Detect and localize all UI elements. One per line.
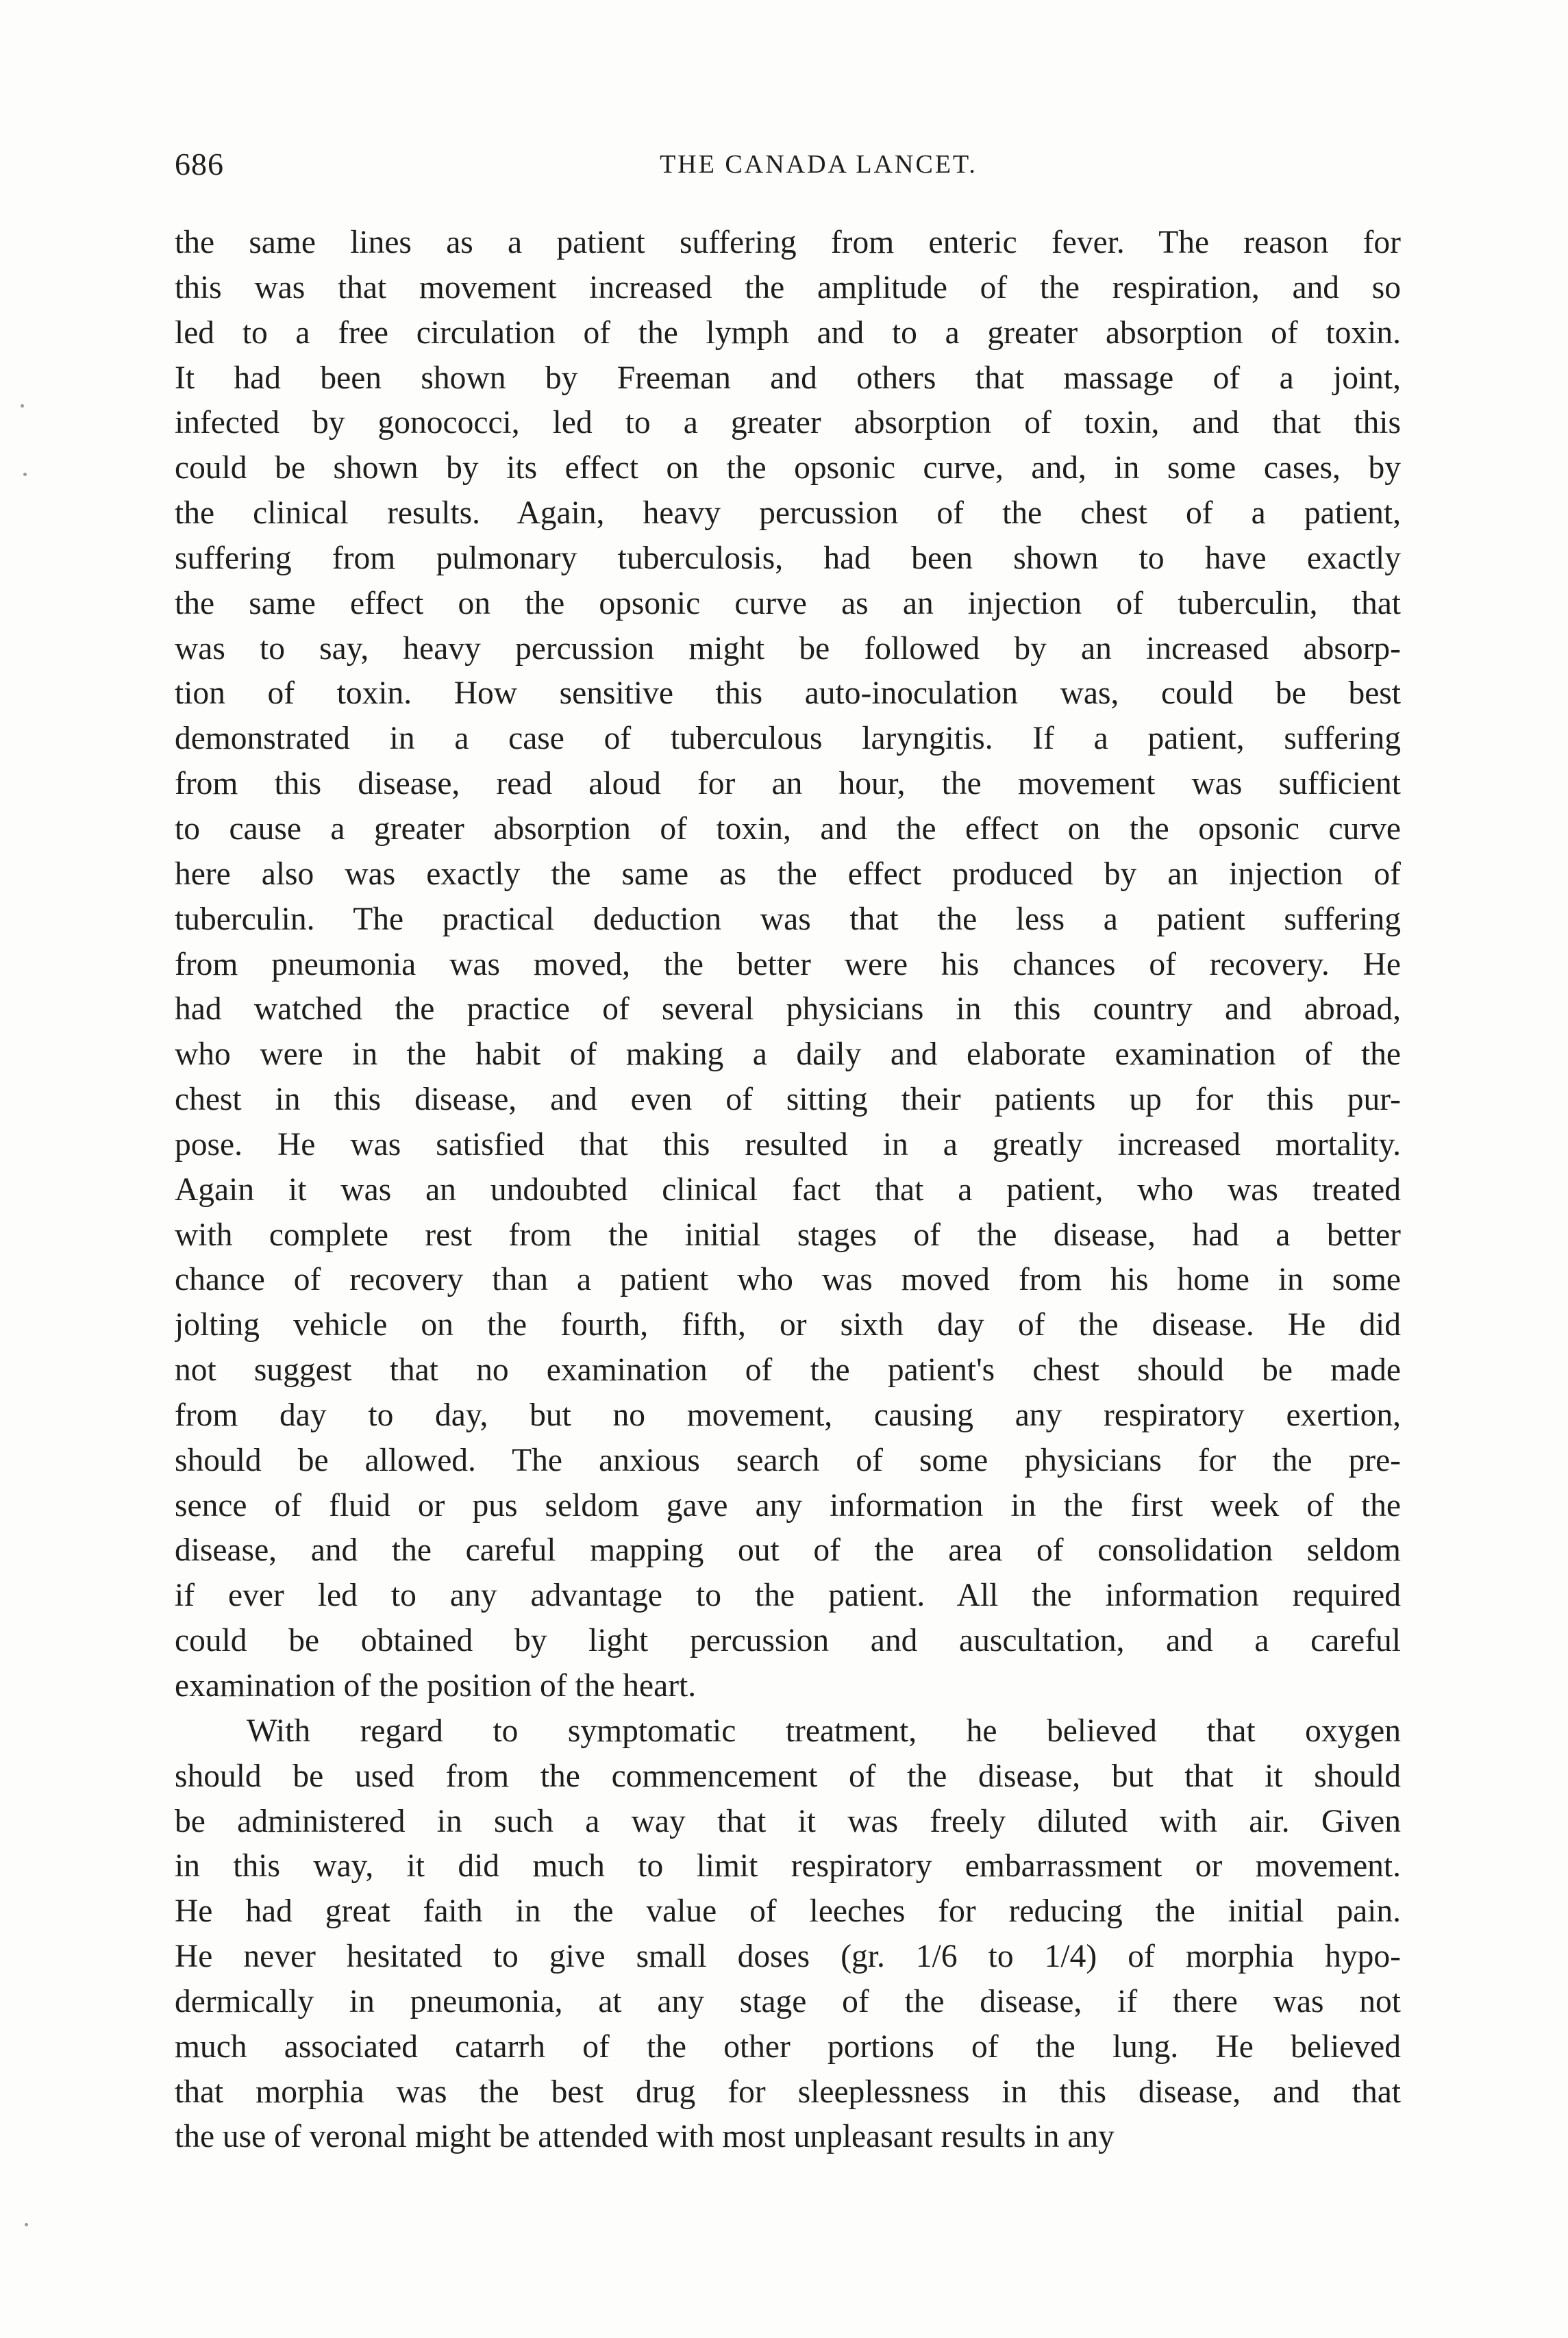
text-line: Again it was an undoubted clinical fact that a patient, who was treated [175,1171,1401,1208]
text-line: demonstrated in a case of tuberculous laryngitis. If a patient, suffering [175,721,1401,757]
scan-speck [23,473,27,476]
text-line: He never hesitated to give small doses (gr. 1/6 to 1/4) of morphia hypo- [175,1939,1401,1975]
text-line: tion of toxin. How sensitive this auto-inoculation was, could be best [175,675,1401,712]
text-line: should be allowed. The anxious search of some physicians for the pre- [175,1442,1401,1478]
text-line: dermically in pneumonia, at any stage of the disease, if there was not [175,1983,1401,2019]
text-line: with complete rest from the initial stages of the disease, had a better [175,1217,1401,1253]
text-line: led to a free circulation of the lymph and to a greater absorption of toxin. [175,314,1401,351]
paragraph [175,221,1401,1709]
text-line: infected by gonococci, led to a greater absorption of toxin, and that this [175,405,1401,441]
text-line: pose. He was satisfied that this resulted in a greatly increased mortality. [175,1126,1401,1162]
text-line: here also was exactly the same as the effect produced by an injection of [175,856,1401,892]
text-line: in this way, it did much to limit respiratory embarrassment or movement. [175,1848,1401,1885]
text-line: be administered in such a way that it was freely diluted with air. Given [175,1803,1401,1839]
text-line: could be obtained by light percussion and auscultation, and a careful [175,1623,1401,1659]
text-line: was to say, heavy percussion might be followed by an increased absorp- [175,630,1401,667]
scan-speck [21,404,24,408]
text-line: the clinical results. Again, heavy percussion of the chest of a patient, [175,495,1401,532]
text-line: chest in this disease, and even of sitting their patients up for this pur- [175,1082,1401,1118]
text-line: should be used from the commencement of the disease, but that it should [175,1758,1401,1794]
text-line: that morphia was the best drug for sleeplessness in this disease, and that [175,2074,1401,2110]
paragraph [175,1709,1401,2160]
text-line: chance of recovery than a patient who was moved from his home in some [175,1262,1401,1298]
text-line: jolting vehicle on the fourth, fifth, or sixth day of the disease. He did [175,1307,1401,1343]
text-line: sence of fluid or pus seldom gave any information in the first week of the [175,1487,1401,1524]
text-line: It had been shown by Freeman and others that massage of a joint, [175,360,1401,396]
text-line: this was that movement increased the amplitude of the respiration, and so [175,269,1401,306]
text-line: if ever led to any advantage to the patient. All the information required [175,1578,1401,1614]
text-line: disease, and the careful mapping out of the area of consolidation seldom [175,1532,1401,1569]
text-line: examination of the position of the heart. [175,1668,697,1704]
text-line: tuberculin. The practical deduction was that the less a patient suffering [175,901,1401,937]
text-line: from this disease, read aloud for an hour, the movement was sufficient [175,766,1401,802]
page-header [175,140,1401,188]
text-line: much associated catarrh of the other portions of the lung. He believed [175,2028,1401,2065]
text-line: the same effect on the opsonic curve as an injection of tuberculin, that [175,585,1401,621]
text-line: He had great faith in the value of leeches for reducing the initial pain. [175,1893,1401,1930]
text-line: to cause a greater absorption of toxin, and the effect on the opsonic curve [175,810,1401,847]
scan-speck [25,2223,28,2226]
text-line: from pneumonia was moved, the better were his chances of recovery. He [175,946,1401,982]
text-line: With regard to symptomatic treatment, he believed that oxygen [247,1713,1401,1749]
text-line: had watched the practice of several physicians in this country and abroad, [175,991,1401,1028]
text-line: not suggest that no examination of the patient's chest should be made [175,1352,1401,1389]
text-line: suffering from pulmonary tuberculosis, had been shown to have exactly [175,540,1401,576]
text-line: the same lines as a patient suffering from enteric fever. The reason for [175,225,1401,260]
text-line: who were in the habit of making a daily and elaborate examination of the [175,1036,1401,1073]
text-line: could be shown by its effect on the opsonic curve, and, in some cases, by [175,450,1401,486]
page-number: 686 [175,147,224,182]
text-line: from day to day, but no movement, causing any respiratory exertion, [175,1397,1401,1433]
running-head: THE CANADA LANCET. [660,150,978,179]
article-body [175,221,1401,2160]
text-line: the use of veronal might be attended with most unpleasant results in any [175,2119,1115,2155]
